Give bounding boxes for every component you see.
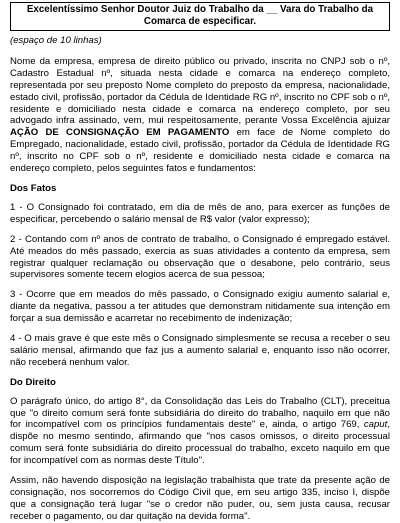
fact-item-2: 2 - Contando com nº anos de contrato de trabalho, o Consignado é empregado estável. Até meados do mês passado, exercia as suas atividades a contento da empresa, sem registrar qualquer reclamação ou observação que o desabone, pelo contrário, seus supervisores somente tecem elogios acerca de sua pessoa; (10, 233, 390, 281)
law-paragraph-2: Assim, não havendo disposição na legislação trabalhista que trate da presente ação de consignação, nos socorremos do Código Civil que, em seu artigo 335, inciso I, dispõe que a consignação terá lugar "se o credor não puder, ou, sem justa causa, recusar receber o pagamento, ou dar quitação na devida forma". (10, 475, 390, 522)
law-paragraph-1-text-b: , dispõe no mesmo sentindo, afirmando que "nos casos omissos, o direito processual comum será fonte subsidiária do direito processual do trabalho, exceto naquilo em que for incompatível com as normas deste Título". (10, 419, 390, 467)
intro-text-part2: em face de Nome completo do Empregado, nacionalidade, estado civil, profissão, portador da Cédula de Identidade RG nº, inscrito no CPF sob o nº, residente e domiciliado nesta cidade e comarca na endereço completo, pelos seguintes fatos e fundamentos: (10, 127, 390, 175)
petition-title: Excelentíssimo Senhor Doutor Juiz do Trabalho da __ Vara do Trabalho da Comarca de especificar. (10, 2, 390, 31)
law-paragraph-1-text-a: O parágrafo único, do artigo 8°, da Consolidação das Leis do Trabalho (CLT), preceitua que "o direito comum será fonte subsidiária do direito do trabalho, naquilo em que não for incompatível com os princípios fundamentais deste" e, ainda, o artigo 769, (10, 395, 390, 431)
intro-text-part1: Nome da empresa, empresa de direito público ou privado, inscrita no CNPJ sob o nº, Cadastro Estadual nº, situada nesta cidade e comarca na endereço completo, representada por seu preposto Nome completo do preposto da empresa, nacionalidade, estado civil, profissão, portador da Cédula de Identidade RG nº, inscrito no CPF sob o nº, residente e domiciliado nesta cidade e comarca na endereço completo, por seu advogado infra assinado, vem, mui respeitosamente, perante Vossa Excelência ajuizar (10, 55, 390, 127)
caput-term: caput (363, 419, 388, 431)
action-name: AÇÃO DE CONSIGNAÇÃO EM PAGAMENTO (10, 127, 230, 139)
fact-item-4: 4 - O mais grave é que este mês o Consignado simplesmente se recusa a receber o seu salário mensal, afirmando que faz jus a aumento salarial e, enquanto isso não ocorrer, não receberá nenhum valor. (10, 333, 390, 368)
facts-heading: Dos Fatos (10, 182, 57, 194)
fact-item-3: 3 - Ocorre que em meados do mês passado, o Consignado exigiu aumento salarial e, diante da negativa, passou a ter atitudes que demonstram nitidamente sua intenção em forçar a sua demissão e acarretar no recebimento de indenização; (10, 289, 390, 325)
law-paragraph-1 (10, 396, 390, 467)
intro-paragraph (10, 56, 390, 175)
spacing-note: (espaço de 10 linhas) (10, 35, 102, 46)
fact-item-1: 1 - O Consignado foi contratado, em dia de mês de ano, para exercer as funções de especificar, percebendo o salário mensal de R$ valor (valor expresso); (10, 201, 390, 225)
law-heading: Do Direito (10, 376, 56, 388)
